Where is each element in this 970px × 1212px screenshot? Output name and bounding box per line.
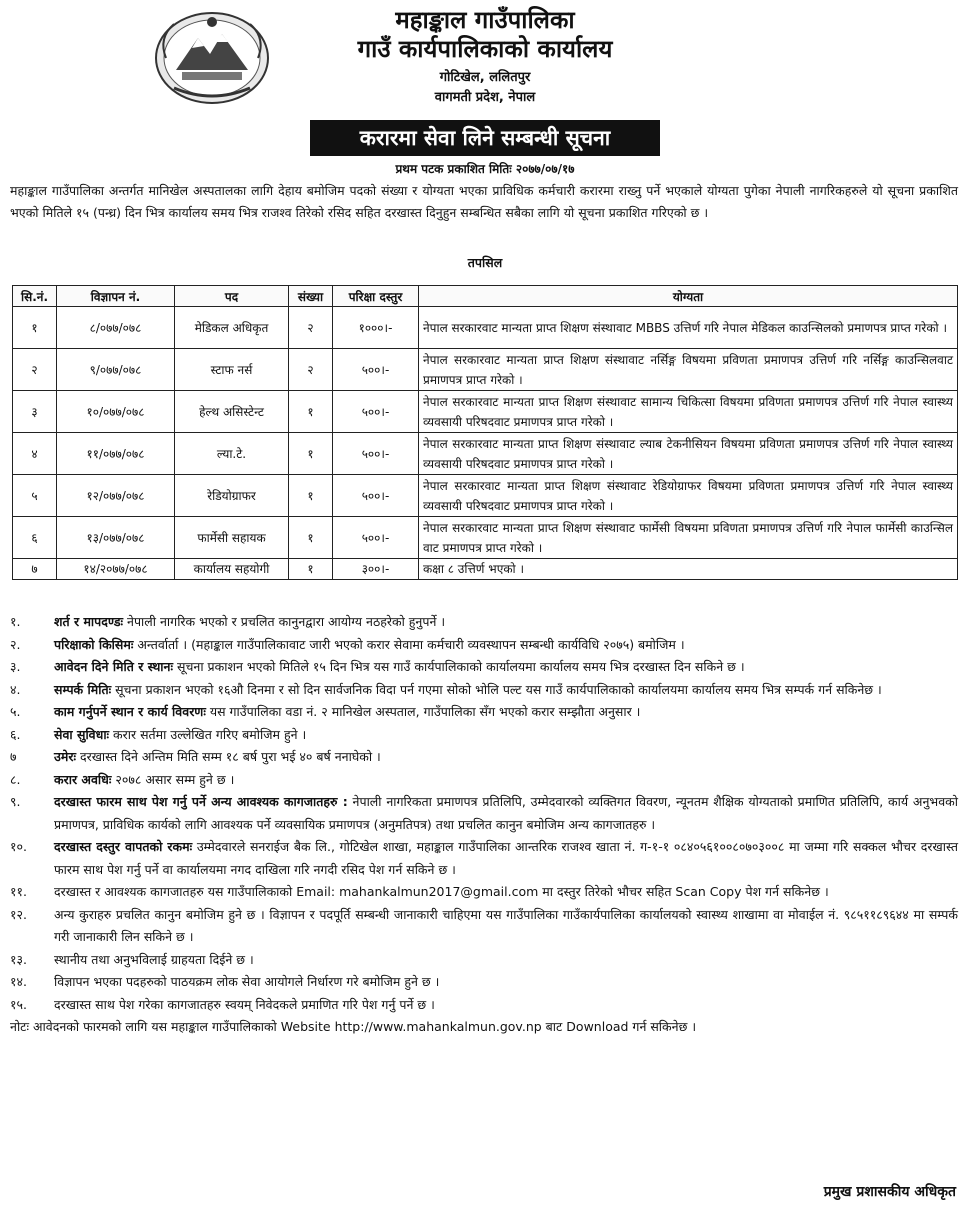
item-text: उम्मेदवारले सनराईज बैक लि., गोटिखेल शाखा, महाङ्काल गाउँपालिका आन्तरिक राजश्व खाता नं. ग-१-१ ०८४०५६१००८०७०३००८ मा जम्मा गरि सक्कल भौचर दरखास्त फारम साथ पेश गर्नु पर्ने वा कार्यालयमा नगद दाखिला गरि नगदी रसिद पेश गर्न सकिने छ । (54, 839, 958, 877)
item-text: दरखास्त दिने अन्तिम मिति सम्म १८ बर्ष पुरा भई ४० बर्ष ननाघेको । (75, 749, 381, 764)
cell-count: १ (289, 559, 333, 580)
list-item (10, 701, 958, 724)
table-row (13, 307, 958, 349)
cell-sn: २ (13, 349, 57, 391)
table-row (13, 349, 958, 391)
list-item (10, 656, 958, 679)
signatory-title: प्रमुख प्रशासकीय अधिकृत (823, 1184, 956, 1200)
item-label: करार अवधिः (54, 771, 112, 787)
item-text: करार सर्तमा उल्लेखित गरिए बमोजिम हुने । (109, 726, 307, 742)
item-number: १४. (10, 974, 27, 989)
published-date: प्रथम पटक प्रकाशित मितिः २०७७/०७/१७ (395, 162, 575, 176)
item-text: दरखास्त साथ पेश गरेका कागजातहरु स्वयम् निवेदकले प्रमाणित गरि पेश गर्नु पर्ने छ । (54, 996, 435, 1012)
list-item (10, 949, 958, 972)
cell-sn: ४ (13, 433, 57, 475)
posts-table (12, 285, 958, 580)
item-label: आवेदन दिने मिति र स्थानः (54, 659, 174, 674)
col-header-sn: सि.नं. (13, 286, 57, 307)
item-number: १. (10, 614, 21, 629)
table-row (13, 391, 958, 433)
cell-qualification: नेपाल सरकारवाट मान्यता प्राप्त शिक्षण संस्थावाट फार्मेसी विषयमा प्रविणता प्रमाणपत्र उत्तिर्ण गरि नेपाल फार्मेसी काउन्सिल वाट प्रमाणपत्र प्राप्त गरेको । (419, 517, 958, 559)
letterhead (0, 0, 970, 118)
table-header-row (13, 286, 958, 307)
item-text: यस गाउँपालिका वडा नं. २ मानिखेल अस्पताल, गाउँपालिका सँग भएको करार सम्झौता अनुसार । (205, 704, 641, 719)
item-number: ४. (10, 681, 21, 697)
province-line: वागमती प्रदेश, नेपाल (434, 90, 536, 105)
cell-post: मेडिकल अधिकृत (175, 307, 289, 349)
list-item (10, 791, 958, 836)
table-row (13, 559, 958, 580)
cell-post: फार्मेसी सहायक (175, 517, 289, 559)
intro-paragraph: महाङ्काल गाउँपालिका अन्तर्गत मानिखेल अस्पतालका लागि देहाय बमोजिम पदको संख्या र योग्यता भएका प्राविधिक कर्मचारी करारमा राख्नु पर्ने भएकाले योग्यता पुगेका नेपाली नागरिकहरुले यो सूचना प्रकाशित भएको मितिले १५ (पन्ध्र) दिन भित्र कार्यालय समय भित्र राजश्व तिरेको रसिद सहित दरखास्त दिनुहुन सम्बन्धित सबैका लागि यो सूचना प्रकाशित गरिएको छ । (10, 183, 958, 220)
list-item (10, 904, 958, 949)
item-number: ३. (10, 659, 21, 674)
item-number: ६. (10, 726, 21, 742)
item-label: शर्त र मापदण्डः (54, 614, 124, 629)
cell-post: हेल्थ असिस्टेन्ट (175, 391, 289, 433)
cell-count: १ (289, 391, 333, 433)
item-number: ११. (10, 884, 27, 899)
item-label: दरखास्त फारम साथ पेश गर्नु पर्ने अन्य आवश्यक कागजातहरु : (54, 794, 348, 809)
list-item (10, 971, 958, 994)
table-row (13, 433, 958, 475)
cell-fee: ५००।- (333, 349, 419, 391)
cell-ad-no: १२/०७७/०७८ (57, 475, 175, 517)
cell-sn: १ (13, 307, 57, 349)
cell-fee: ५००।- (333, 433, 419, 475)
cell-fee: ५००।- (333, 517, 419, 559)
list-item (10, 724, 958, 747)
item-text: स्थानीय तथा अनुभविलाई ग्राहयता दिईने छ । (54, 951, 254, 967)
cell-qualification: नेपाल सरकारवाट मान्यता प्राप्त शिक्षण संस्थावाट ल्याब टेकनीसियन विषयमा प्रविणता प्रमाणपत्र उत्तिर्ण गरि नेपाल स्वास्थ्य व्यवसायी परिषदवाट प्रमाणपत्र प्राप्त गरेको । (419, 433, 958, 475)
cell-count: १ (289, 475, 333, 517)
table-row (13, 517, 958, 559)
cell-qualification: नेपाल सरकारवाट मान्यता प्राप्त शिक्षण संस्थावाट नर्सिङ्ग विषयमा प्रविणता प्रमाणपत्र उत्तिर्ण गरि नर्सिङ्ग काउन्सिलवाट प्रमाणपत्र प्राप्त गरेको । (419, 349, 958, 391)
item-text: सूचना प्रकाशन भएको १६औ दिनमा र सो दिन सार्वजनिक विदा पर्न गएमा सोको भोलि पल्ट यस गाउँ कार्यपालिकाको कार्यालयमा कार्यालय समय भित्र सम्पर्क गर्न सकिनेछ । (111, 681, 882, 697)
cell-sn: ७ (13, 559, 57, 580)
cell-fee: ३००।- (333, 559, 419, 580)
address-line: गोटिखेल, ललितपुर (439, 70, 531, 85)
notice-title: करारमा सेवा लिने सम्बन्धी सूचना (310, 120, 660, 156)
cell-post: ल्या.टे. (175, 433, 289, 475)
item-text: नेपाली नागरिकता प्रमाणपत्र प्रतिलिपि, उम्मेदवारको व्यक्तिगत विवरण, न्यूनतम शैक्षिक योग्यताको प्रमाणित प्रतिलिपि, कार्य अनुभवको प्रमाणपत्र, प्राविधिक कार्यको लागि आवश्यक पर्ने व्यवसायिक प्रमाणपत्र (अनुमतिपत्र) तथा प्रचलित कानुन बमोजिम अन्य कागजातहरु । (54, 794, 958, 832)
list-item (10, 611, 958, 634)
item-text: अन्य कुराहरु प्रचलित कानुन बमोजिम हुने छ । विज्ञापन र पदपूर्ति सम्बन्धी जानाकारी चाहिएमा यस गाउँपालिका गाउँकार्यपालिका कार्यालयको स्वास्थ्य शाखामा वा मोवाईल नं. ९८५११८९६४४ मा सम्पर्क गरी जानाकारी लिन सकिने छ । (54, 906, 958, 944)
office-subtitle: गाउँ कार्यपालिकाको कार्यालय (357, 35, 613, 63)
item-label: काम गर्नुपर्ने स्थान र कार्य विवरणः (54, 704, 206, 719)
item-text: दरखास्त र आवश्यक कागजातहरु यस गाउँपालिकाको Email: mahankalmun2017@gmail.com मा दस्तुर तिरेको भौचर सहित Scan Copy पेश गर्न सकिनेछ । (54, 884, 829, 899)
cell-ad-no: १४/२०७७/०७८ (57, 559, 175, 580)
cell-qualification: नेपाल सरकारवाट मान्यता प्राप्त शिक्षण संस्थावाट MBBS उत्तिर्ण गरि नेपाल मेडिकल काउन्सिलको प्रमाणपत्र प्राप्त गरेको । (419, 307, 958, 349)
cell-sn: ६ (13, 517, 57, 559)
nepal-emblem-icon (152, 8, 272, 108)
item-label: परिक्षाको किसिमः (54, 636, 134, 652)
item-label: सेवा सुविधाः (54, 726, 110, 742)
cell-count: १ (289, 517, 333, 559)
cell-ad-no: ९/०७७/०७८ (57, 349, 175, 391)
cell-fee: १०००।- (333, 307, 419, 349)
item-label: दरखास्त दस्तुर वापतको रकमः (54, 839, 193, 854)
item-label: उमेरः (54, 749, 76, 764)
cell-count: २ (289, 349, 333, 391)
col-header-ad-no: विज्ञापन नं. (57, 286, 175, 307)
cell-qualification: नेपाल सरकारवाट मान्यता प्राप्त शिक्षण संस्थावाट रेडियोग्राफर विषयमा प्रविणता प्रमाणपत्र उत्तिर्ण गरि नेपाल स्वास्थ्य व्यवसायी परिषदवाट प्रमाणपत्र प्राप्त गरेको । (419, 475, 958, 517)
item-number: ७ (10, 749, 17, 764)
cell-qualification: नेपाल सरकारवाट मान्यता प्राप्त शिक्षण संस्थावाट सामान्य चिकित्सा विषयमा प्रविणता प्रमाणपत्र उत्तिर्ण गरि नेपाल स्वास्थ्य व्यवसायी परिषदवाट प्रमाणपत्र प्राप्त गरेको । (419, 391, 958, 433)
item-text: नेपाली नागरिक भएको र प्रचलित कानुनद्वारा आयोग्य नठहरेको हुनुपर्ने । (123, 614, 446, 629)
item-number: ५. (10, 704, 21, 719)
cell-qualification: कक्षा ८ उत्तिर्ण भएको । (419, 559, 958, 580)
conditions-list (10, 611, 958, 1039)
item-number: ९. (10, 794, 21, 809)
cell-fee: ५००।- (333, 391, 419, 433)
cell-fee: ५००।- (333, 475, 419, 517)
cell-ad-no: ८/०७७/०७८ (57, 307, 175, 349)
item-number: २. (10, 636, 21, 652)
cell-sn: ३ (13, 391, 57, 433)
item-text: २०७८ असार सम्म हुने छ । (111, 771, 235, 787)
list-item (10, 679, 958, 702)
cell-count: २ (289, 307, 333, 349)
details-heading: तपसिल (467, 255, 503, 270)
cell-post: कार्यालय सहयोगी (175, 559, 289, 580)
item-number: १२. (10, 906, 27, 922)
table-row (13, 475, 958, 517)
cell-sn: ५ (13, 475, 57, 517)
col-header-fee: परिक्षा दस्तुर (333, 286, 419, 307)
cell-post: स्टाफ नर्स (175, 349, 289, 391)
list-item (10, 746, 958, 769)
list-item (10, 634, 958, 657)
list-item (10, 881, 958, 904)
cell-post: रेडियोग्राफर (175, 475, 289, 517)
item-text: अन्तर्वार्ता । (महाङ्काल गाउँपालिकावाट जारी भएको करार सेवामा कर्मचारी व्यवस्थापन सम्बन्धी कार्यविधि २०७५) बमोजिम । (133, 636, 685, 652)
list-item (10, 836, 958, 881)
letterhead-text (280, 6, 690, 108)
item-number: १०. (10, 839, 27, 854)
cell-ad-no: १३/०७७/०७८ (57, 517, 175, 559)
col-header-qualification: योग्यता (419, 286, 958, 307)
item-text: सूचना प्रकाशन भएको मितिले १५ दिन भित्र यस गाउँ कार्यपालिकाको कार्यालयमा कार्यालय समय भित्र दरखास्त दिन सकिने छ । (173, 659, 745, 674)
cell-ad-no: १०/०७७/०७८ (57, 391, 175, 433)
item-text: विज्ञापन भएका पदहरुको पाठयक्रम लोक सेवा आयोगले निर्धारण गरे बमोजिम हुने छ । (54, 974, 440, 989)
col-header-post: पद (175, 286, 289, 307)
footer-note: नोटः आवेदनको फारमको लागि यस महाङ्काल गाउँपालिकाको Website http://www.mahankalmun.gov.np बाट Download गर्न सकिनेछ । (10, 1019, 697, 1034)
cell-ad-no: ११/०७७/०७८ (57, 433, 175, 475)
item-number: ८. (10, 771, 21, 787)
item-number: १५. (10, 996, 27, 1012)
office-name: महाङ्काल गाउँपालिका (395, 6, 575, 34)
list-item (10, 994, 958, 1017)
list-item (10, 769, 958, 792)
item-label: सम्पर्क मितिः (54, 681, 112, 697)
cell-count: १ (289, 433, 333, 475)
item-number: १३. (10, 951, 27, 967)
col-header-count: संख्या (289, 286, 333, 307)
